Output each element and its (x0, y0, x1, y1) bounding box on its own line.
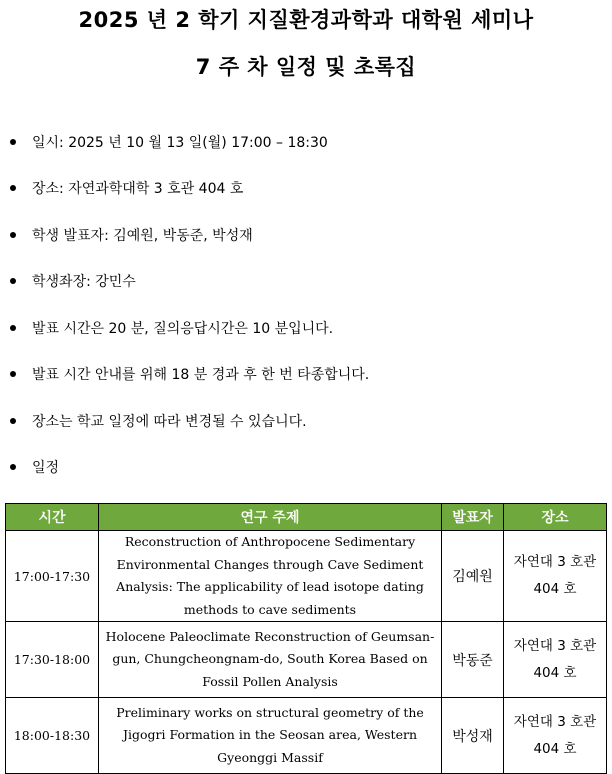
header-presenter: 발표자 (442, 504, 504, 531)
bullet-icon (10, 232, 16, 238)
table-header-row (6, 504, 607, 531)
list-item: 학생 발표자: 김예원, 박동준, 박성재 (10, 227, 253, 245)
topic-cell: Holocene Paleoclimate Reconstruction of Geumsan-gun, Chungcheongnam-do, South Korea Based on Fossil Pollen Analysis (99, 622, 442, 698)
time-cell: 18:00-18:30 (6, 698, 99, 774)
list-item: 일시: 2025 년 10 월 13 일(월) 17:00 – 18:30 (10, 134, 328, 152)
bullet-icon (10, 139, 16, 145)
header-time: 시간 (6, 504, 99, 531)
list-item: 학생좌장: 강민수 (10, 273, 136, 291)
time-cell: 17:00-17:30 (6, 531, 99, 622)
bullet-icon (10, 278, 16, 284)
bullet-icon (10, 325, 16, 331)
schedule-table (5, 503, 607, 774)
place-cell: 자연대 3 호관 404 호 (504, 698, 607, 774)
topic-cell: Reconstruction of Anthropocene Sedimentary Environmental Changes through Cave Sediment Analysis: The applicability of lead isotope dating methods to cave sediments (99, 531, 442, 622)
place-cell: 자연대 3 호관 404 호 (504, 622, 607, 698)
topic-cell: Preliminary works on structural geometry of the Jigogri Formation in the Seosan area, Western Gyeonggi Massif (99, 698, 442, 774)
table-row (6, 698, 607, 774)
table-row (6, 531, 607, 622)
presenter-cell: 김예원 (442, 531, 504, 622)
list-item: 일정 (10, 459, 59, 477)
header-topic: 연구 주제 (99, 504, 442, 531)
document-title: 2025 년 2 학기 지질환경과학과 대학원 세미나 (78, 8, 534, 32)
time-cell: 17:30-18:00 (6, 622, 99, 698)
header-place: 장소 (504, 504, 607, 531)
bullet-icon (10, 185, 16, 191)
document-subtitle: 7 주 차 일정 및 초록집 (195, 55, 417, 79)
presenter-cell: 박성재 (442, 698, 504, 774)
bullet-icon (10, 371, 16, 377)
table-row (6, 622, 607, 698)
list-item: 발표 시간은 20 분, 질의응답시간은 10 분입니다. (10, 320, 333, 338)
list-item: 발표 시간 안내를 위해 18 분 경과 후 한 번 타종합니다. (10, 366, 369, 384)
bullet-icon (10, 418, 16, 424)
place-cell: 자연대 3 호관 404 호 (504, 531, 607, 622)
bullet-icon (10, 464, 16, 470)
list-item: 장소는 학교 일정에 따라 변경될 수 있습니다. (10, 413, 307, 431)
list-item: 장소: 자연과학대학 3 호관 404 호 (10, 180, 243, 198)
presenter-cell: 박동준 (442, 622, 504, 698)
